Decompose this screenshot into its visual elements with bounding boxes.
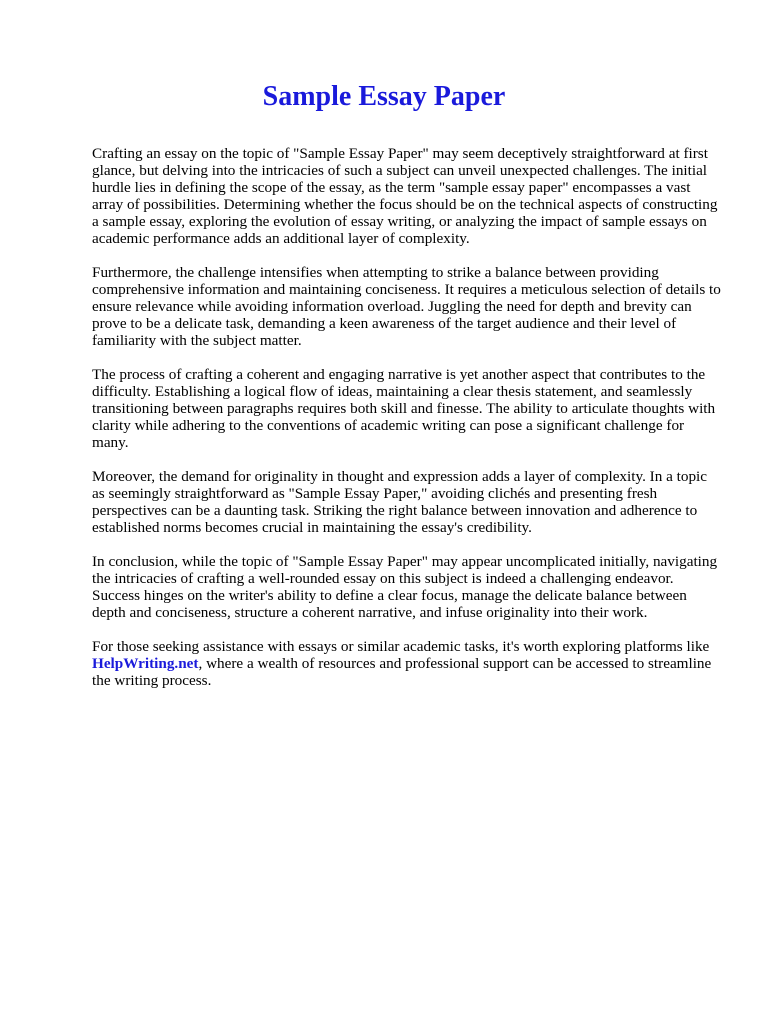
paragraph-4: Moreover, the demand for originality in thought and expression adds a layer of complexity. In a topic as seemingly straightforward as "Sample Essay Paper," avoiding clichés and presenting fresh perspectives can be a daunting task. Striking the right balance between innovation and adherence to established norms becomes crucial in maintaining the essay's credibility. — [92, 468, 708, 537]
paragraph-2: Furthermore, the challenge intensifies when attempting to strike a balance between providing comprehensive information and maintaining conciseness. It requires a meticulous selection of details to ensure relevance while avoiding information overload. Juggling the need for depth and brevity can prove to be a delicate task, demanding a keen awareness of the target audience and their level of familiarity with the subject matter. — [92, 264, 721, 350]
document-title: Sample Essay Paper — [262, 81, 506, 112]
paragraph-1: Crafting an essay on the topic of "Sample Essay Paper" may seem deceptively straightforward at first glance, but delving into the intricacies of such a subject can unveil unexpected challenges. The initial hurdle lies in defining the scope of the essay, as the term "sample essay paper" encompasses a vast array of possibilities. Determining whether the focus should be on the technical aspects of constructing a sample essay, exploring the evolution of essay writing, or analyzing the impact of sample essays on academic performance adds an additional layer of complexity. — [92, 145, 718, 248]
closing-text-after-link: , where a wealth of resources and professional support can be accessed to streamline the writing process. — [92, 654, 712, 689]
document-body — [92, 145, 722, 706]
paragraph-5: In conclusion, while the topic of "Sample Essay Paper" may appear uncomplicated initially, navigating the intricacies of crafting a well-rounded essay on this subject is indeed a challenging endeavor. Success hinges on the writer's ability to define a clear focus, manage the delicate balance between depth and conciseness, structure a coherent narrative, and infuse originality into their work. — [92, 552, 718, 622]
paragraph-3: The process of crafting a coherent and engaging narrative is yet another aspect that contributes to the difficulty. Establishing a logical flow of ideas, maintaining a clear thesis statement, and seamlessly transitioning between paragraphs requires both skill and finesse. The ability to articulate thoughts with clarity while adhering to the conventions of academic writing can pose a significant challenge for many. — [92, 366, 716, 452]
helpwriting-link[interactable]: HelpWriting.net — [92, 654, 199, 672]
closing-paragraph — [92, 638, 722, 689]
closing-text-before-link: For those seeking assistance with essays or similar academic tasks, it's worth exploring platforms like — [92, 637, 710, 655]
